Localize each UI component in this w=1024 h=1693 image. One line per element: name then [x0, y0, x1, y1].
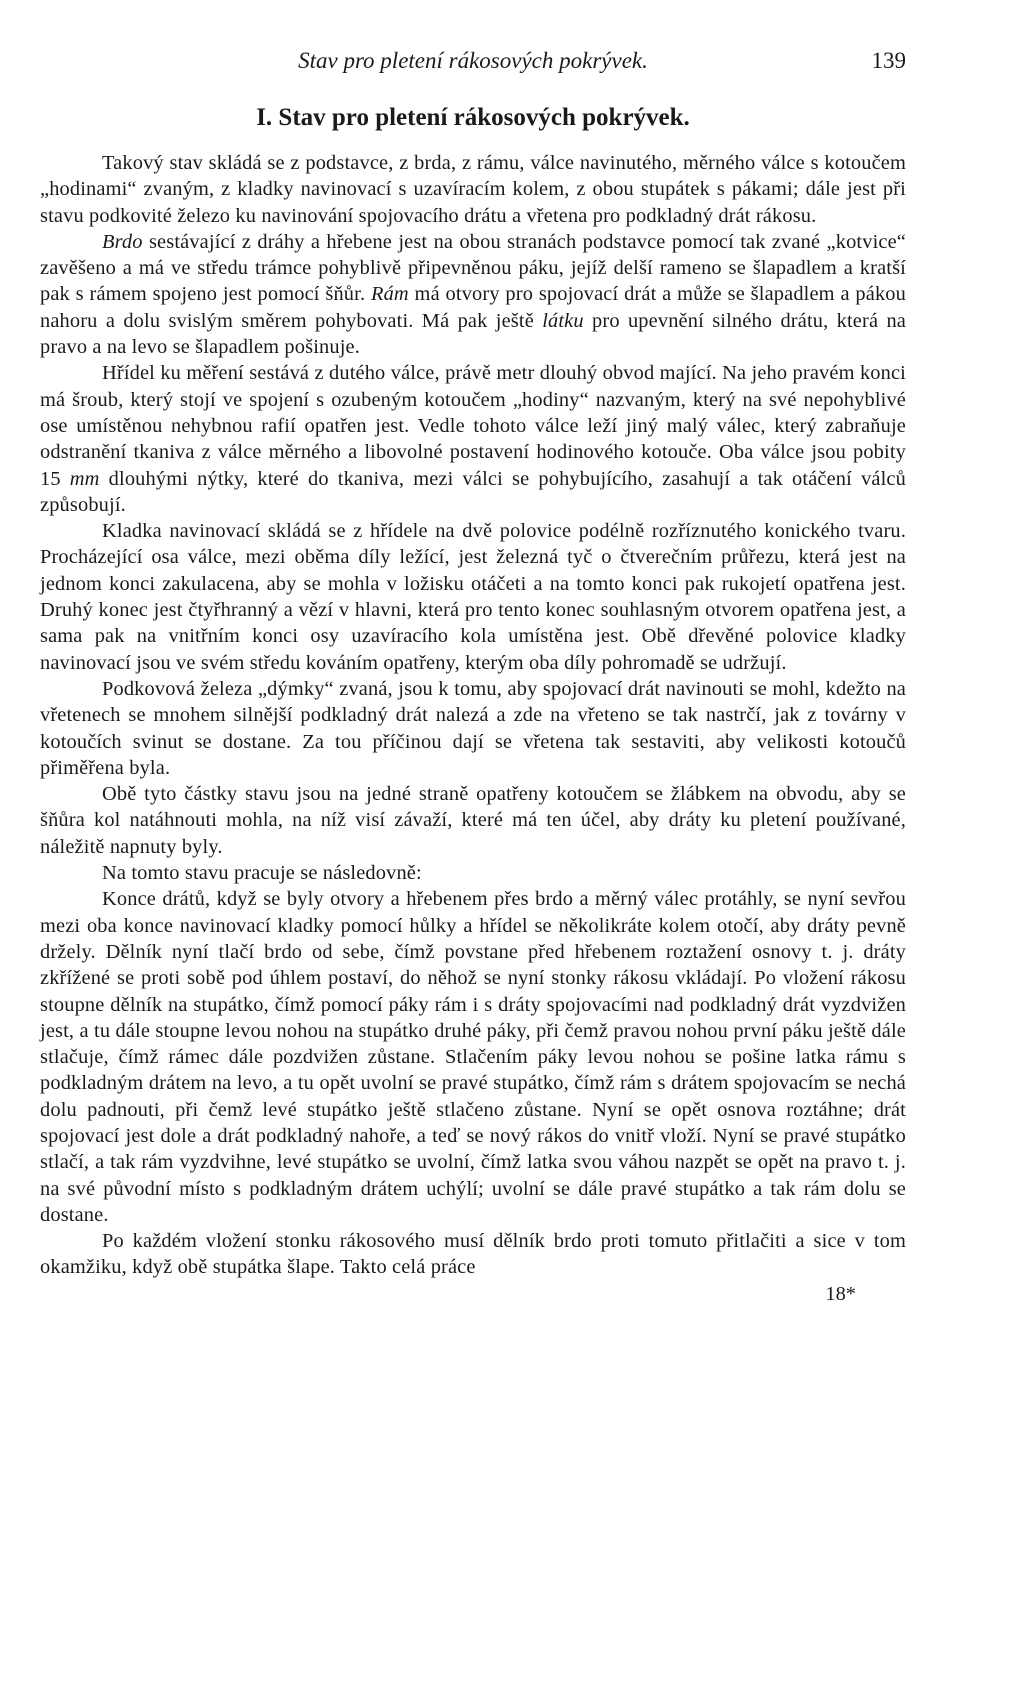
- italic-term: mm: [69, 467, 100, 490]
- italic-term: Rám: [370, 283, 409, 306]
- section-title: I. Stav pro pletení rákosových pokrývek.: [256, 104, 690, 131]
- italic-term: Brdo: [102, 230, 143, 253]
- paragraph: [40, 229, 906, 360]
- paragraph: [40, 860, 906, 886]
- paragraph: [40, 360, 906, 518]
- body-text: [40, 150, 906, 1281]
- paragraph-text: sestávající z dráhy a hřebene jest na obou stranách podstavce pomocí tak zvané „kotvice“ zavěšeno a má ve středu trámce pohyblivě připevněnou páku, jejíž delší rameno se šlapadlem a kratší pak s rámem spojeno jest pomocí šňůr.: [40, 230, 906, 306]
- paragraph-text: Konce drátů, když se byly otvory a hřebenem přes brdo a měrný válec protáhly, se nyní sevřou mezi oba konce navinovací kladky pomocí hůlky a hřídel se několikráte kolem otočí, aby dráty pevně držely. Dělník nyní tlačí brdo od sebe, čímž povstane před hřebenem roztažení osnovy t. j. dráty zkřížené se proti sobě pod úhlem postaví, do něhož se nyní stonky rákosu vkládají. Po vložení rákosu stoupne dělník na stupátko, čímž pomocí páky rám i s dráty spojovacími nad podkladný drát vyzdvižen jest, a tu dále stoupne levou nohou na stupátko druhé páky, při čemž pravou nohou první páku ještě dále stlačuje, čímž rámec dále pozdvižen zůstane. Stlačením páky levou nohou se pošine latka rámu s podkladným drátem na levo, a tu opět uvolní se pravé stupátko, čímž rám s drátem spojovacím se nechá dolu padnouti, při čemž levé stupátko ještě stlačeno zůstane. Nyní se opět osnova roztáhne; drát spojovací jest dole a drát podkladný nahoře, a teď se nový rákos do vnitř vloží. Nyní se pravé stupátko stlačí, a tak rám vyzdvihne, levé stupátko se uvolní, čímž latka svou váhou nazpět se opět na pravo t. j. na své původní místo s podkladným drátem uchýlí; uvolní se dále pravé stupátko a tak rám dolu se dostane.: [40, 888, 906, 1226]
- paragraph: [40, 1228, 906, 1281]
- paragraph-text: má otvory pro spojovací drát a může se šlapadlem a pákou nahoru a dolu svislým směrem pohybovati. Má pak ještě: [40, 283, 906, 332]
- paragraph: [40, 676, 906, 781]
- paragraph: [40, 886, 906, 1228]
- paragraph: [40, 150, 906, 229]
- paragraph-text: Na tomto stavu pracuje se následovně:: [102, 862, 422, 885]
- running-title: Stav pro pletení rákosových pokrývek.: [298, 48, 648, 73]
- signature-mark: 18*: [825, 1282, 856, 1305]
- paragraph-text: Kladka navinovací skládá se z hřídele na dvě polovice podélně rozříznutého konického tvaru. Procházející osa válce, mezi oběma díly ležící, jest železná tyč o čtverečním průřezu, která jest na jednom konci zakulacena, aby se mohla v ložisku otáčeti a na tomto konci pak rukojetí opatřena jest. Druhý konec jest čtyřhranný a vězí v hlavni, která pro tento konec souhlasným otvorem opatřena jest, a sama pak na vnitřním konci osy uzavíracího kola umístěna jest. Obě dřevěné polovice kladky navinovací jsou ve svém středu kováním opatřeny, kterým oba díly pohromadě se udržují.: [40, 520, 906, 674]
- page-number: 139: [871, 48, 906, 73]
- paragraph: [40, 518, 906, 676]
- paragraph-text: Hřídel ku měření sestává z dutého válce, právě metr dlouhý obvod mající. Na jeho pravém konci má šroub, který stojí ve spojení s ozubeným kotoučem „hodiny“ nazvaným, který na své nepohyblivé ose umístěnou nehybnou rafií opatřen jest. Vedle tohoto válce leží jiný malý válec, který zabraňuje odstranění tkaniva z válce měrného a libovolné postavení hodinového kotouče. Oba válce jsou pobity 15: [40, 362, 906, 490]
- paragraph-text: pro upevnění silného drátu, která na pravo a na levo se šlapadlem pošinuje.: [40, 309, 906, 359]
- paragraph-text: Po každém vložení stonku rákosového musí dělník brdo proti tomuto přitlačiti a sice v tom okamžiku, když obě stupátka šlape. Takto celá práce: [40, 1230, 906, 1279]
- italic-term: látku: [542, 309, 584, 332]
- paragraph-text: Podkovová železa „dýmky“ zvaná, jsou k tomu, aby spojovací drát navinouti se mohl, kdežto na vřetenech se mnohem silnější podkladný drát nalezá a zde na vřeteno se tak nastrčí, jak z továrny v kotoučích svinut se dostane. Za tou příčinou dají se vřetena tak sestaviti, aby velikosti kotoučů přiměřena byla.: [40, 677, 906, 779]
- paragraph-text: Takový stav skládá se z podstavce, z brda, z rámu, válce navinutého, měrného válce s kotoučem „hodinami“ zvaným, z kladky navinovací s uzavíracím kolem, z obou stupátek s pákami; dále jest při stavu podkovité železo ku navinování spojovacího drátu a vřetena pro podkladný drát rákosu.: [40, 152, 906, 227]
- page: [40, 48, 906, 1307]
- paragraph-text: Obě tyto částky stavu jsou na jedné straně opatřeny kotoučem se žlábkem na obvodu, aby se šňůra kol natáhnouti mohla, na níž visí závaží, které má ten účel, aby dráty ku pletení používané, náležitě napnuty byly.: [40, 783, 906, 858]
- paragraph: [40, 781, 906, 860]
- running-header: [40, 48, 906, 82]
- paragraph-text: dlouhými nýtky, které do tkaniva, mezi válci se pohybujícího, zasahují a tak otáčení válců způsobují.: [40, 467, 906, 516]
